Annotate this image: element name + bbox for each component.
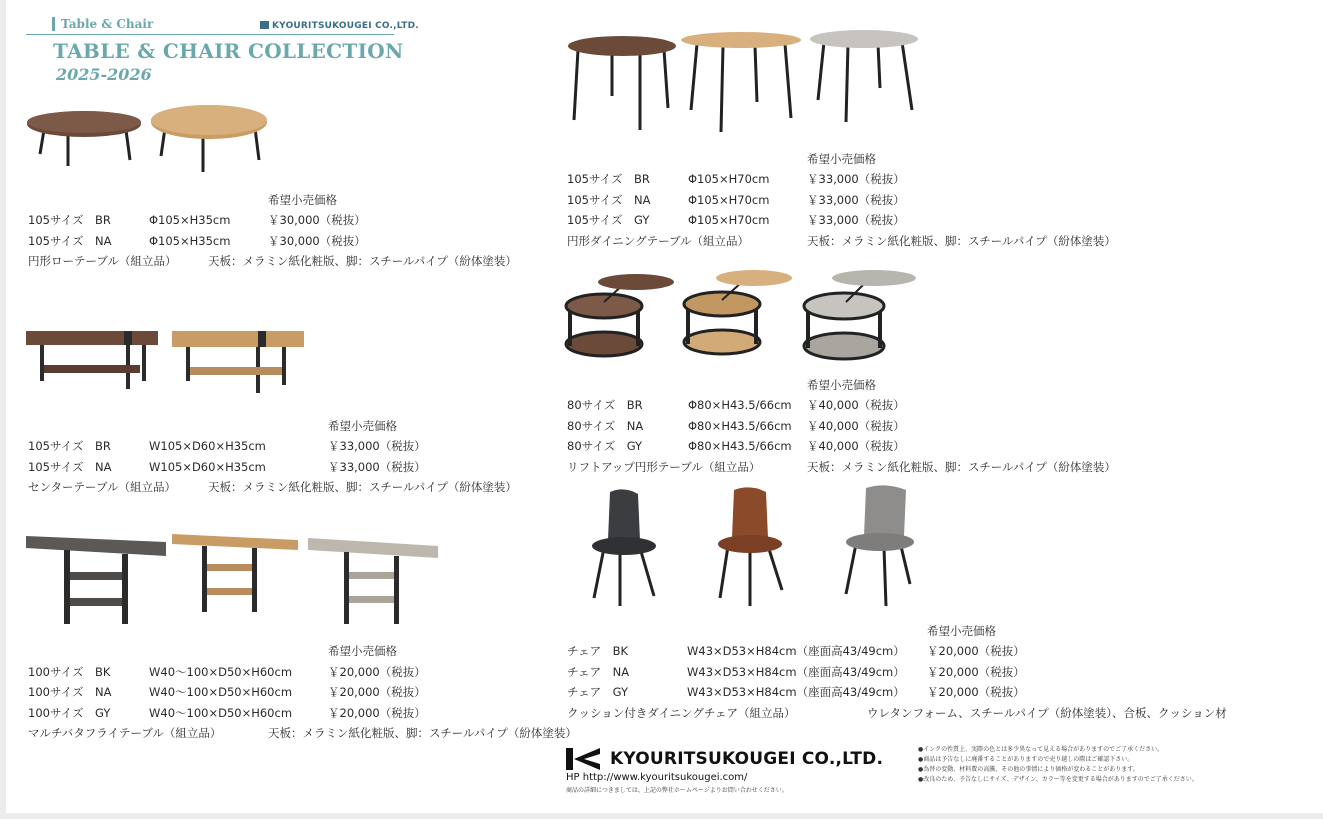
low-table-row1-dim: Φ105×H35cm <box>149 213 231 227</box>
footer-detail-note: 商品の詳細につきましては、上記の弊社ホームページよりお問い合わせください。 <box>566 787 788 794</box>
lift-table-material: 天板：メラミン紙化粧版、脚：スチールパイプ（紛体塗装） <box>807 460 1116 474</box>
footer-note-3: ●為替の変動、材料費の高騰、その他の事情により価格が変わることがあります。 <box>918 766 1139 773</box>
center-table-material: 天板：メラミン紙化粧版、脚：スチールパイプ（紛体塗装） <box>208 480 517 494</box>
dining-table-row3-price: ￥33,000（税抜） <box>807 213 905 227</box>
butterfly-table-na-image <box>172 532 302 618</box>
center-table-name: センターテーブル（組立品） <box>28 480 177 494</box>
lift-table-row1-price: ￥40,000（税抜） <box>807 398 905 412</box>
lift-table-gy-image <box>802 268 920 364</box>
chair-bk-image <box>590 488 660 610</box>
center-table-row2-dim: W105×D60×H35cm <box>149 460 266 474</box>
footer-homepage-link[interactable]: HP http://www.kyouritsukougei.com/ <box>566 772 748 783</box>
butterfly-table-row2-price: ￥20,000（税抜） <box>328 685 426 699</box>
dining-table-row2-dim: Φ105×H70cm <box>688 193 770 207</box>
lift-table-row3-price: ￥40,000（税抜） <box>807 439 905 453</box>
center-table-row1-dim: W105×D60×H35cm <box>149 439 266 453</box>
low-table-br-image <box>26 110 146 172</box>
butterfly-table-row2-size: 100サイズ NA <box>28 685 112 699</box>
center-table-row1-price: ￥33,000（税抜） <box>328 439 426 453</box>
low-table-price-label: 希望小売価格 <box>268 193 337 207</box>
lift-table-row3-dim: Φ80×H43.5/66cm <box>688 439 792 453</box>
footer-logo <box>566 748 883 770</box>
dining-table-price-label: 希望小売価格 <box>807 152 876 166</box>
butterfly-table-row3-price: ￥20,000（税抜） <box>328 706 426 720</box>
butterfly-table-row1-dim: W40〜100×D50×H60cm <box>149 665 293 679</box>
dining-table-row1-dim: Φ105×H70cm <box>688 172 770 186</box>
lift-table-row2-dim: Φ80×H43.5/66cm <box>688 419 792 433</box>
lift-table-row3-size: 80サイズ GY <box>567 439 643 453</box>
butterfly-table-row1-price: ￥20,000（税抜） <box>328 665 426 679</box>
center-table-row2-price: ￥33,000（税抜） <box>328 460 426 474</box>
dining-table-row1-price: ￥33,000（税抜） <box>807 172 905 186</box>
header-tag: Table & Chair <box>52 17 153 31</box>
catalog-years: 2025-2026 <box>56 65 152 84</box>
butterfly-table-name: マルチバタフライテーブル（組立品） <box>28 726 222 740</box>
footer-note-1: ●インクの性質上、実際の色とは多少異なって見える場合がありますのでご了承ください。 <box>918 746 1164 753</box>
chair-row2-size: チェア NA <box>567 665 630 679</box>
butterfly-table-row3-size: 100サイズ GY <box>28 706 111 720</box>
chair-name: クッション付きダイニングチェア（組立品） <box>567 706 796 720</box>
lift-table-name: リフトアップ円形テーブル（組立品） <box>567 460 761 474</box>
header-rule <box>26 34 394 35</box>
low-table-row2-dim: Φ105×H35cm <box>149 234 231 248</box>
chair-row2-price: ￥20,000（税抜） <box>927 665 1025 679</box>
lift-table-row2-size: 80サイズ NA <box>567 419 644 433</box>
catalog-title: TABLE & CHAIR COLLECTION <box>53 39 404 63</box>
butterfly-table-row2-dim: W40〜100×D50×H60cm <box>149 685 293 699</box>
low-table-row1-size: 105サイズ BR <box>28 213 111 227</box>
dining-table-row1-size: 105サイズ BR <box>567 172 650 186</box>
low-table-row2-price: ￥30,000（税抜） <box>268 234 366 248</box>
center-table-row2-size: 105サイズ NA <box>28 460 112 474</box>
lift-table-row2-price: ￥40,000（税抜） <box>807 419 905 433</box>
butterfly-table-gy-image <box>308 534 444 630</box>
footer-note-4: ●改良のため、予告なしにサイズ、デザイン、カラー等を変更する場合がありますのでご了承ください。 <box>918 776 1198 783</box>
lift-table-row1-dim: Φ80×H43.5/66cm <box>688 398 792 412</box>
page-edge-bottom <box>0 813 1323 819</box>
center-table-br-image <box>26 325 162 391</box>
lift-table-price-label: 希望小売価格 <box>807 378 876 392</box>
butterfly-table-row1-size: 100サイズ BK <box>28 665 111 679</box>
chair-row3-dim: W43×D53×H84cm（座面高43/49cm） <box>687 685 905 699</box>
header-brand <box>260 21 419 31</box>
low-table-name: 円形ローテーブル（組立品） <box>28 254 177 268</box>
dining-table-na-image <box>681 32 803 136</box>
low-table-material: 天板：メラミン紙化粧版、脚：スチールパイプ（紛体塗装） <box>208 254 517 268</box>
chair-row2-dim: W43×D53×H84cm（座面高43/49cm） <box>687 665 905 679</box>
chair-na-image <box>716 486 786 608</box>
lift-table-row1-size: 80サイズ BR <box>567 398 643 412</box>
chair-price-label: 希望小売価格 <box>927 624 996 638</box>
dining-table-row2-price: ￥33,000（税抜） <box>807 193 905 207</box>
butterfly-table-row3-dim: W40〜100×D50×H60cm <box>149 706 293 720</box>
header-brand-name: KYOURITSUKOUGEI CO.,LTD. <box>272 21 419 31</box>
butterfly-table-price-label: 希望小売価格 <box>328 644 397 658</box>
company-logo-icon <box>566 748 600 770</box>
low-table-na-image <box>151 104 271 176</box>
dining-table-material: 天板：メラミン紙化粧版、脚：スチールパイプ（紛体塗装） <box>807 234 1116 248</box>
chair-row1-dim: W43×D53×H84cm（座面高43/49cm） <box>687 644 905 658</box>
dining-table-gy-image <box>810 30 920 126</box>
page-edge-left <box>0 0 6 819</box>
low-table-row1-price: ￥30,000（税抜） <box>268 213 366 227</box>
dining-table-br-image <box>568 36 680 136</box>
center-table-row1-size: 105サイズ BR <box>28 439 111 453</box>
chair-row3-size: チェア GY <box>567 685 629 699</box>
low-table-row2-size: 105サイズ NA <box>28 234 112 248</box>
dining-table-row3-size: 105サイズ GY <box>567 213 650 227</box>
footer-note-2: ●商品は予告なしに廃番することがありますので売り越しの際はご確認下さい。 <box>918 756 1134 763</box>
dining-table-name: 円形ダイニングテーブル（組立品） <box>567 234 750 248</box>
lift-table-na-image <box>682 268 796 358</box>
center-table-na-image <box>172 325 308 397</box>
chair-row1-price: ￥20,000（税抜） <box>927 644 1025 658</box>
footer-company-name: KYOURITSUKOUGEI CO.,LTD. <box>610 749 884 769</box>
chair-material: ウレタンフォーム、スチールパイプ（紛体塗装）、合板、クッション材 <box>867 706 1227 720</box>
chair-gy-image <box>842 484 916 608</box>
chair-row1-size: チェア BK <box>567 644 629 658</box>
dining-table-row2-size: 105サイズ NA <box>567 193 651 207</box>
butterfly-table-bk-image <box>26 532 172 630</box>
brand-logo-icon <box>260 21 269 29</box>
lift-table-br-image <box>564 272 678 362</box>
butterfly-table-material: 天板：メラミン紙化粧版、脚：スチールパイプ（紛体塗装） <box>268 726 577 740</box>
chair-row3-price: ￥20,000（税抜） <box>927 685 1025 699</box>
center-table-price-label: 希望小売価格 <box>328 419 397 433</box>
dining-table-row3-dim: Φ105×H70cm <box>688 213 770 227</box>
